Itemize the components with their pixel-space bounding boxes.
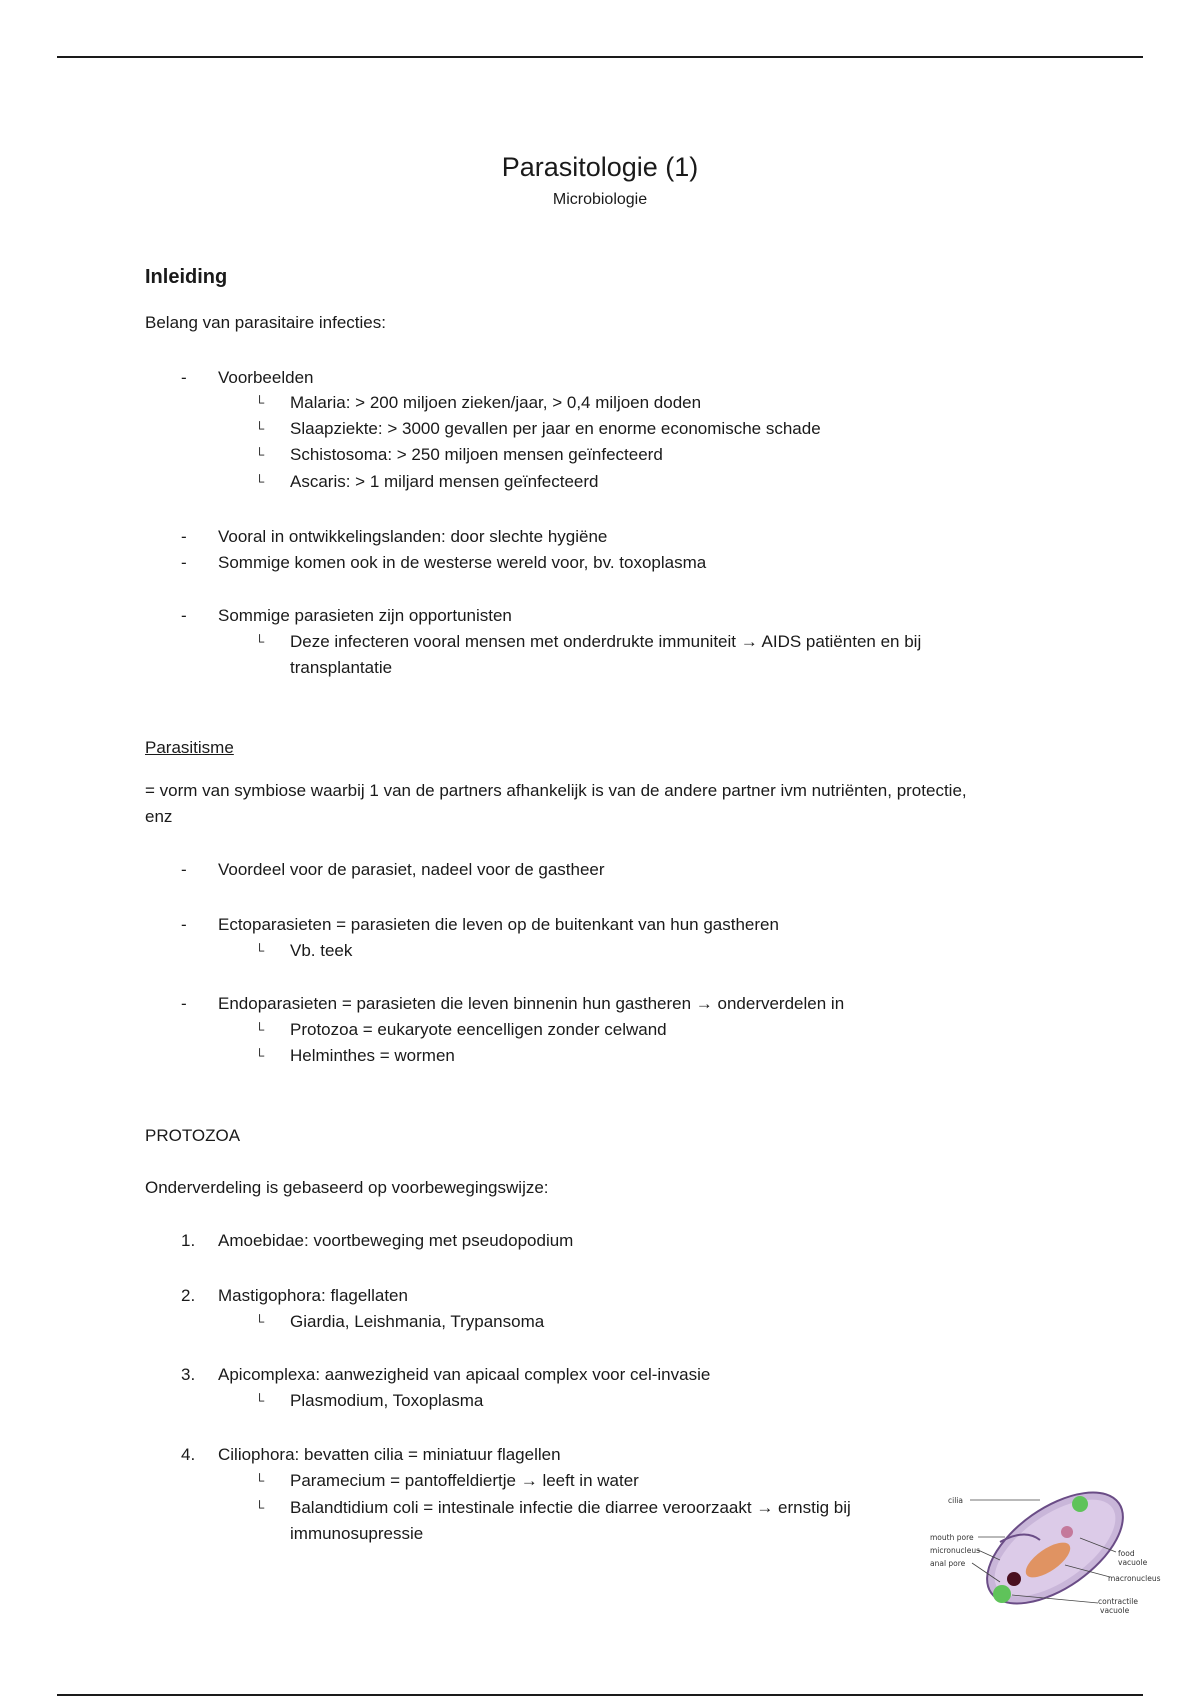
definition-line: enz xyxy=(145,807,173,826)
page-subtitle: Microbiologie xyxy=(552,191,648,208)
sub-bullet-marker: └ xyxy=(255,1314,265,1329)
diagram-label-contractile-vacuole: vacuole xyxy=(1100,1606,1130,1615)
bullet-dash: - xyxy=(181,527,187,546)
definition-line: = vorm van symbiose waarbij 1 van de partners afhankelijk is van de andere partner ivm nutriënten, protectie, xyxy=(145,781,967,800)
bullet-dash: - xyxy=(181,553,187,572)
diagram-label-food-vacuole: vacuole xyxy=(1118,1558,1148,1567)
sub-bullet-marker: └ xyxy=(255,943,265,958)
sub-list-item: Schistosoma: > 250 miljoen mensen geïnfecteerd xyxy=(290,445,663,464)
sub-bullet-marker: └ xyxy=(255,634,265,649)
sub-list-item: Deze infecteren vooral mensen met onderdrukte immuniteit → AIDS patiënten en bij xyxy=(290,632,922,651)
diagram-label-mouth-pore: mouth pore xyxy=(930,1533,974,1542)
contractile-vacuole-shape xyxy=(993,1585,1011,1603)
list-number: 4. xyxy=(181,1445,196,1464)
sub-list-item: Balandtidium coli = intestinale infectie die diarree veroorzaakt → ernstig bij xyxy=(290,1498,851,1517)
footer-rule xyxy=(57,1694,1143,1696)
numbered-item: Apicomplexa: aanwezigheid van apicaal complex voor cel-invasie xyxy=(218,1365,711,1384)
paragraph: Belang van parasitaire infecties: xyxy=(145,313,386,332)
section-heading-inleiding: Inleiding xyxy=(145,266,228,288)
list-item: Endoparasieten = parasieten die leven binnenin hun gastheren → onderverdelen in xyxy=(218,994,845,1013)
diagram-label-macronucleus: macronucleus xyxy=(1108,1574,1161,1583)
list-number: 2. xyxy=(181,1286,196,1305)
sub-bullet-marker: └ xyxy=(255,421,265,436)
sub-list-item: Ascaris: > 1 miljard mensen geïnfecteerd xyxy=(290,472,599,491)
sub-bullet-marker: └ xyxy=(255,1393,265,1408)
sub-bullet-marker: └ xyxy=(255,447,265,462)
micronucleus-shape xyxy=(1007,1572,1021,1586)
sub-list-item: Vb. teek xyxy=(290,941,353,960)
diagram-label-cilia: cilia xyxy=(948,1496,963,1505)
bullet-dash: - xyxy=(181,368,187,387)
numbered-item: Amoebidae: voortbeweging met pseudopodium xyxy=(218,1231,574,1250)
section-heading-parasitisme: Parasitisme xyxy=(145,738,234,757)
sub-bullet-marker: └ xyxy=(255,1022,265,1037)
section-heading-protozoa: PROTOZOA xyxy=(145,1126,241,1145)
list-number: 3. xyxy=(181,1365,196,1384)
sub-list-item: Protozoa = eukaryote eencelligen zonder celwand xyxy=(290,1020,667,1039)
sub-list-item: Slaapziekte: > 3000 gevallen per jaar en enorme economische schade xyxy=(290,419,821,438)
sub-list-item: Malaria: > 200 miljoen zieken/jaar, > 0,4 miljoen doden xyxy=(290,393,702,412)
diagram-label-food-vacuole: food xyxy=(1118,1549,1135,1558)
paramecium-diagram xyxy=(930,1470,1161,1640)
diagram-label-anal-pore: anal pore xyxy=(930,1559,966,1568)
list-item: Ectoparasieten = parasieten die leven op de buitenkant van hun gastheren xyxy=(218,915,779,934)
header-rule xyxy=(57,56,1143,58)
bullet-dash: - xyxy=(181,915,187,934)
sub-list-item: Plasmodium, Toxoplasma xyxy=(290,1391,484,1410)
diagram-label-micronucleus: micronucleus xyxy=(930,1546,981,1555)
bullet-dash: - xyxy=(181,994,187,1013)
sub-bullet-marker: └ xyxy=(255,395,265,410)
list-item: Voordeel voor de parasiet, nadeel voor de gastheer xyxy=(218,860,605,879)
green-vacuole-shape xyxy=(1072,1496,1088,1512)
paragraph: Onderverdeling is gebaseerd op voorbewegingswijze: xyxy=(145,1178,549,1197)
bullet-dash: - xyxy=(181,860,187,879)
page-title: Parasitologie (1) xyxy=(501,152,699,182)
sub-list-item-continuation: immunosupressie xyxy=(290,1524,424,1543)
sub-bullet-marker: └ xyxy=(255,1500,265,1515)
sub-bullet-marker: └ xyxy=(255,1048,265,1063)
diagram-label-contractile-vacuole: contractile xyxy=(1098,1597,1138,1606)
bullet-dash: - xyxy=(181,606,187,625)
sub-bullet-marker: └ xyxy=(255,1473,265,1488)
list-item: Voorbeelden xyxy=(218,368,314,387)
sub-list-item: Helminthes = wormen xyxy=(290,1046,455,1065)
list-item: Sommige parasieten zijn opportunisten xyxy=(218,606,512,625)
sub-bullet-marker: └ xyxy=(255,474,265,489)
sub-list-item: Giardia, Leishmania, Trypansoma xyxy=(290,1312,545,1331)
sub-list-item: Paramecium = pantoffeldiertje → leeft in water xyxy=(290,1471,639,1490)
numbered-item: Ciliophora: bevatten cilia = miniatuur flagellen xyxy=(218,1445,561,1464)
list-number: 1. xyxy=(181,1231,196,1250)
numbered-item: Mastigophora: flagellaten xyxy=(218,1286,408,1305)
list-item: Vooral in ontwikkelingslanden: door slechte hygiëne xyxy=(218,527,608,546)
list-item: Sommige komen ook in de westerse wereld voor, bv. toxoplasma xyxy=(218,553,707,572)
sub-list-item-continuation: transplantatie xyxy=(290,658,393,677)
food-vacuole-shape xyxy=(1061,1526,1073,1538)
